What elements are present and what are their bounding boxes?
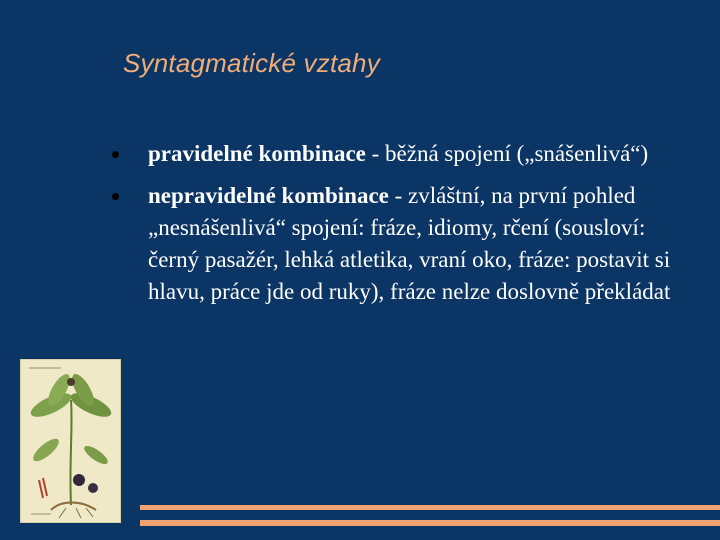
slide-title: Syntagmatické vztahy bbox=[123, 48, 380, 78]
bullet-term: nepravidelné kombinace bbox=[148, 183, 389, 208]
bullet-item bbox=[112, 138, 702, 170]
accent-stripe-top bbox=[140, 505, 720, 510]
botanical-plant-illustration bbox=[20, 359, 121, 523]
bullet-item bbox=[112, 180, 702, 308]
bullet-term: pravidelné kombinace bbox=[148, 141, 366, 166]
bullet-text: - zvláštní, na první pohled „nesnášenlivá“ spojení: fráze, idiomy, rčení (sousloví: černý pasažér, lehká atletika, vraní oko, fráze: postavit si hlavu, práce jde od ruky), fráze nelze doslovně překládat bbox=[148, 183, 671, 304]
bullet-list bbox=[112, 138, 702, 318]
bullet-dot-icon bbox=[112, 151, 119, 158]
accent-stripe-bottom bbox=[140, 520, 720, 526]
bullet-dot-icon bbox=[112, 193, 119, 200]
bullet-text: - běžná spojení („snášenlivá“) bbox=[365, 141, 649, 166]
